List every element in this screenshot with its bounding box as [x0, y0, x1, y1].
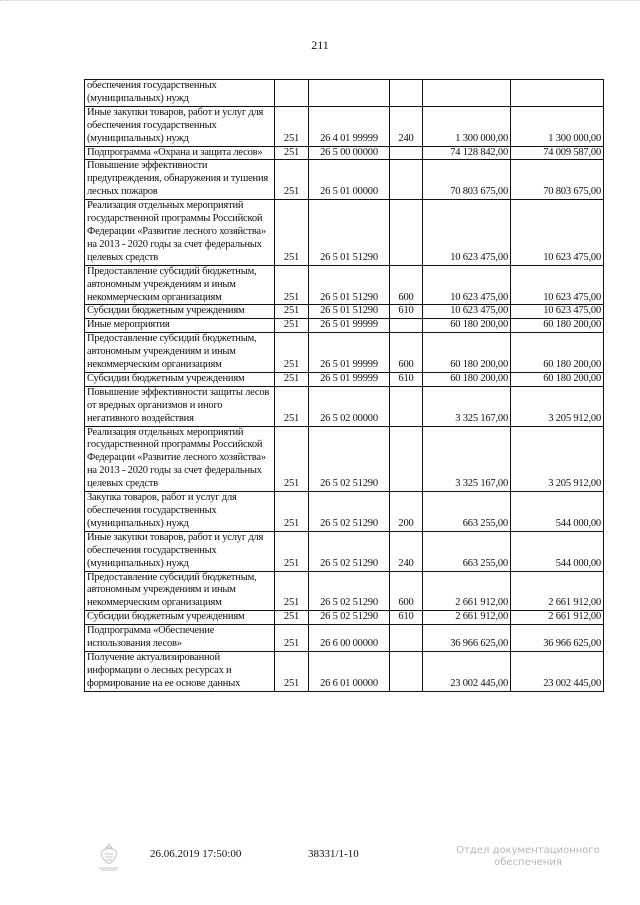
row-code: 251	[275, 265, 309, 305]
row-expense-type: 600	[390, 571, 423, 611]
row-expense-type: 200	[390, 492, 423, 532]
row-sum-2019: 663 255,00	[423, 531, 511, 571]
row-sum-2020: 544 000,00	[511, 492, 604, 532]
row-target-article: 26 5 02 51290	[309, 426, 390, 492]
row-sum-2019: 1 300 000,00	[423, 106, 511, 146]
row-expense-type	[390, 319, 423, 333]
table-row	[85, 386, 604, 426]
row-expense-type	[390, 386, 423, 426]
budget-table	[84, 79, 604, 692]
row-name: Закупка товаров, работ и услуг для обеспечения государственных (муниципальных) нужд	[85, 492, 275, 532]
row-sum-2019: 36 966 625,00	[423, 625, 511, 652]
row-expense-type: 610	[390, 372, 423, 386]
row-target-article: 26 5 01 51290	[309, 200, 390, 266]
row-sum-2019: 74 128 842,00	[423, 146, 511, 160]
row-name: Реализация отдельных мероприятий государственной программы Российской Федерации «Развитие лесного хозяйства» на 2013 - 2020 годы за счет федеральных целевых средств	[85, 426, 275, 492]
row-code: 251	[275, 160, 309, 200]
row-name: Иные мероприятия	[85, 319, 275, 333]
row-expense-type: 240	[390, 531, 423, 571]
row-sum-2019: 60 180 200,00	[423, 372, 511, 386]
row-code: 251	[275, 571, 309, 611]
row-name: Предоставление субсидий бюджетным, автономным учреждениям и иным некоммерческим организациям	[85, 265, 275, 305]
row-sum-2019: 2 661 912,00	[423, 611, 511, 625]
scan-edge-marks	[0, 0, 640, 7]
table-row	[85, 146, 604, 160]
row-sum-2019: 3 325 167,00	[423, 386, 511, 426]
row-name: Субсидии бюджетным учреждениям	[85, 611, 275, 625]
emblem-watermark-icon	[96, 842, 122, 872]
row-name: Предоставление субсидий бюджетным, автономным учреждениям и иным некоммерческим организациям	[85, 333, 275, 373]
row-target-article: 26 5 02 51290	[309, 611, 390, 625]
row-name: Реализация отдельных мероприятий государственной программы Российской Федерации «Развитие лесного хозяйства» на 2013 - 2020 годы за счет федеральных целевых средств	[85, 200, 275, 266]
row-target-article: 26 4 01 99999	[309, 106, 390, 146]
row-sum-2019	[423, 80, 511, 107]
row-target-article: 26 5 02 00000	[309, 386, 390, 426]
row-sum-2020: 10 623 475,00	[511, 305, 604, 319]
row-code: 251	[275, 625, 309, 652]
row-sum-2020: 74 009 587,00	[511, 146, 604, 160]
row-sum-2020: 2 661 912,00	[511, 571, 604, 611]
row-sum-2019: 10 623 475,00	[423, 305, 511, 319]
row-target-article	[309, 80, 390, 107]
row-sum-2020: 3 205 912,00	[511, 386, 604, 426]
row-name: Субсидии бюджетным учреждениям	[85, 305, 275, 319]
row-name: Предоставление субсидий бюджетным, автономным учреждениям и иным некоммерческим организациям	[85, 571, 275, 611]
row-expense-type: 600	[390, 333, 423, 373]
row-sum-2019: 3 325 167,00	[423, 426, 511, 492]
row-code: 251	[275, 651, 309, 691]
row-target-article: 26 5 02 51290	[309, 531, 390, 571]
row-target-article: 26 5 01 99999	[309, 372, 390, 386]
row-name: Повышение эффективности защиты лесов от вредных организмов и иного негативного воздействия	[85, 386, 275, 426]
row-code: 251	[275, 426, 309, 492]
row-code: 251	[275, 106, 309, 146]
table-row	[85, 80, 604, 107]
row-target-article: 26 6 00 00000	[309, 625, 390, 652]
row-sum-2019: 70 803 675,00	[423, 160, 511, 200]
row-sum-2019: 23 002 445,00	[423, 651, 511, 691]
row-expense-type	[390, 146, 423, 160]
row-sum-2019: 60 180 200,00	[423, 319, 511, 333]
table-row	[85, 372, 604, 386]
table-row	[85, 426, 604, 492]
row-expense-type: 240	[390, 106, 423, 146]
row-expense-type: 610	[390, 305, 423, 319]
row-sum-2020: 60 180 200,00	[511, 372, 604, 386]
footer-date: 26.06.2019 17:50:00	[150, 848, 242, 860]
row-target-article: 26 5 02 51290	[309, 492, 390, 532]
row-target-article: 26 5 01 99999	[309, 333, 390, 373]
row-target-article: 26 6 01 00000	[309, 651, 390, 691]
row-target-article: 26 5 01 51290	[309, 305, 390, 319]
row-code: 251	[275, 319, 309, 333]
row-name: Подпрограмма «Обеспечение использования лесов»	[85, 625, 275, 652]
stamp-line-1: Отдел документационного	[456, 845, 600, 856]
row-expense-type	[390, 426, 423, 492]
row-code: 251	[275, 492, 309, 532]
table-row	[85, 265, 604, 305]
row-code: 251	[275, 200, 309, 266]
table-row	[85, 160, 604, 200]
table-row	[85, 531, 604, 571]
row-code: 251	[275, 611, 309, 625]
row-target-article: 26 5 01 51290	[309, 265, 390, 305]
row-target-article: 26 5 00 00000	[309, 146, 390, 160]
row-expense-type	[390, 160, 423, 200]
row-name: Иные закупки товаров, работ и услуг для обеспечения государственных (муниципальных) нужд	[85, 531, 275, 571]
row-name: Повышение эффективности предупреждения, обнаружения и тушения лесных пожаров	[85, 160, 275, 200]
row-expense-type	[390, 625, 423, 652]
row-sum-2020: 70 803 675,00	[511, 160, 604, 200]
row-name: Получение актуализированной информации о лесных ресурсах и формирование на ее основе данных	[85, 651, 275, 691]
row-sum-2020: 3 205 912,00	[511, 426, 604, 492]
table-row	[85, 625, 604, 652]
row-target-article: 26 5 02 51290	[309, 571, 390, 611]
row-sum-2020: 10 623 475,00	[511, 200, 604, 266]
row-code: 251	[275, 305, 309, 319]
row-target-article: 26 5 01 00000	[309, 160, 390, 200]
row-sum-2019: 60 180 200,00	[423, 333, 511, 373]
row-expense-type: 600	[390, 265, 423, 305]
row-target-article: 26 5 01 99999	[309, 319, 390, 333]
table-row	[85, 611, 604, 625]
row-name: Подпрограмма «Охрана и защита лесов»	[85, 146, 275, 160]
row-sum-2019: 663 255,00	[423, 492, 511, 532]
row-sum-2019: 2 661 912,00	[423, 571, 511, 611]
row-sum-2020: 544 000,00	[511, 531, 604, 571]
stamp-line-2: обеспечения	[494, 857, 562, 868]
row-expense-type	[390, 80, 423, 107]
department-stamp	[453, 845, 603, 869]
row-expense-type	[390, 200, 423, 266]
row-sum-2019: 10 623 475,00	[423, 200, 511, 266]
table-row	[85, 651, 604, 691]
row-sum-2020: 10 623 475,00	[511, 265, 604, 305]
row-name: обеспечения государственных (муниципальных) нужд	[85, 80, 275, 107]
row-sum-2020: 36 966 625,00	[511, 625, 604, 652]
row-name: Иные закупки товаров, работ и услуг для обеспечения государственных (муниципальных) нужд	[85, 106, 275, 146]
row-sum-2019: 10 623 475,00	[423, 265, 511, 305]
row-code: 251	[275, 531, 309, 571]
row-sum-2020: 2 661 912,00	[511, 611, 604, 625]
row-code	[275, 80, 309, 107]
row-expense-type: 610	[390, 611, 423, 625]
row-code: 251	[275, 386, 309, 426]
row-sum-2020	[511, 80, 604, 107]
footer-document-number: 38331/1-10	[308, 848, 359, 860]
table-row	[85, 200, 604, 266]
page-number: 211	[311, 38, 329, 52]
table-row	[85, 319, 604, 333]
table-row	[85, 333, 604, 373]
row-sum-2020: 60 180 200,00	[511, 333, 604, 373]
row-code: 251	[275, 333, 309, 373]
table-row	[85, 571, 604, 611]
page-footer	[0, 845, 640, 888]
row-code: 251	[275, 146, 309, 160]
row-sum-2020: 23 002 445,00	[511, 651, 604, 691]
row-code: 251	[275, 372, 309, 386]
row-sum-2020: 1 300 000,00	[511, 106, 604, 146]
table-row	[85, 492, 604, 532]
row-name: Субсидии бюджетным учреждениям	[85, 372, 275, 386]
table-row	[85, 106, 604, 146]
row-sum-2020: 60 180 200,00	[511, 319, 604, 333]
budget-table-body	[85, 80, 604, 692]
table-row	[85, 305, 604, 319]
row-expense-type	[390, 651, 423, 691]
